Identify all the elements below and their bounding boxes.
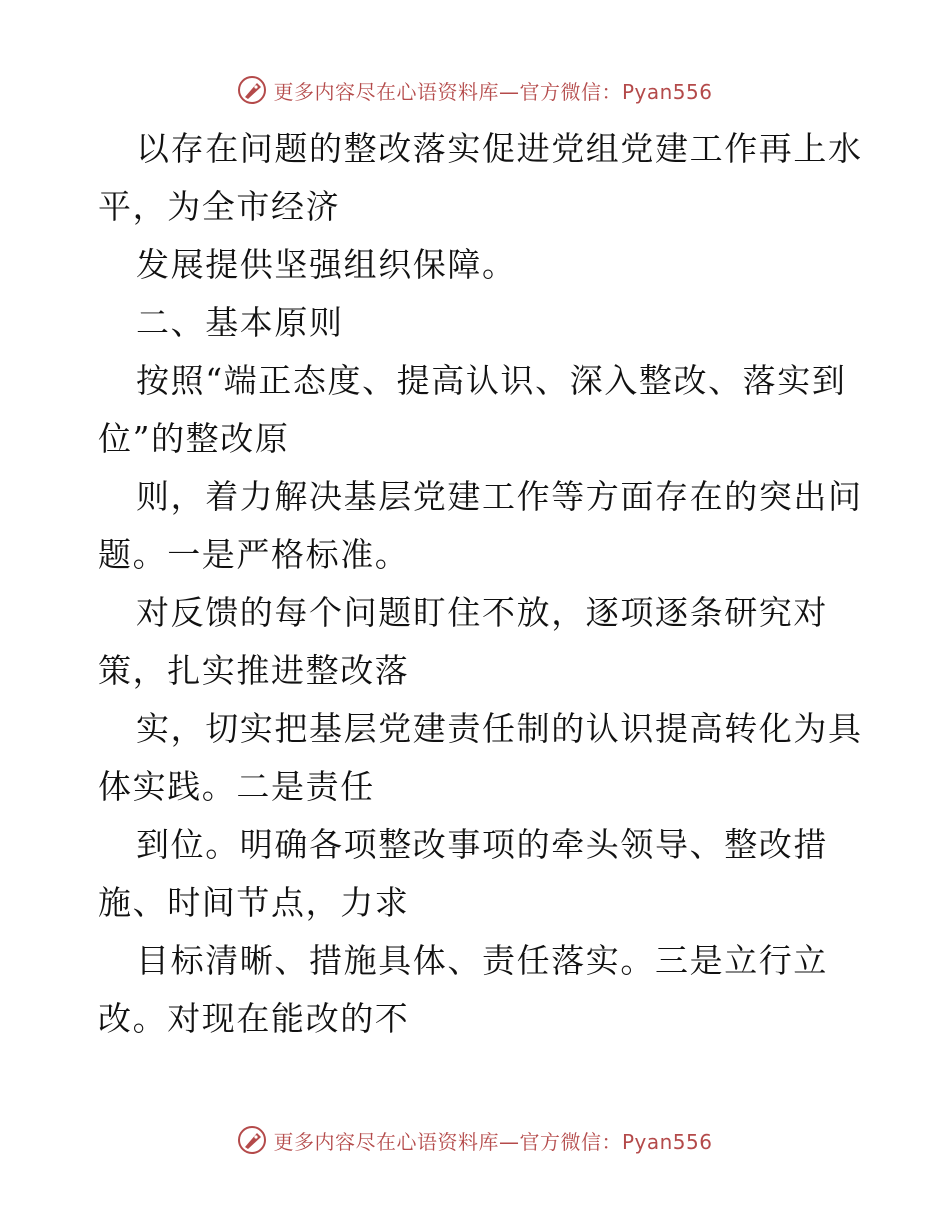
paragraph-line: 目标清晰、措施具体、责任落实。三是立行立 [136, 941, 828, 980]
paragraph-line: 策，扎实推进整改落 [98, 651, 410, 690]
footer-watermark [0, 1120, 950, 1160]
footer-watermark-text: 更多内容尽在心语资料库—官方微信：Pyan556 [273, 1129, 713, 1154]
paragraph-line: 对反馈的每个问题盯住不放，逐项逐条研究对 [136, 593, 828, 632]
pen-nib-logo-icon [237, 75, 267, 105]
section-heading: 二、基本原则 [136, 303, 344, 342]
paragraph-line: 平，为全市经济 [98, 187, 341, 226]
paragraph-line: 发展提供坚强组织保障。 [136, 245, 517, 284]
paragraph-line: 改。对现在能改的不 [98, 999, 410, 1038]
paragraph-line: 题。一是严格标准。 [98, 535, 410, 574]
pen-nib-logo-icon [237, 1125, 267, 1155]
header-watermark [0, 70, 950, 110]
document-body [98, 120, 863, 1048]
paragraph-line: 实，切实把基层党建责任制的认识提高转化为具 [136, 709, 863, 748]
paragraph-line: 到位。明确各项整改事项的牵头领导、整改措 [136, 825, 828, 864]
paragraph-line: 体实践。二是责任 [98, 767, 375, 806]
header-watermark-text: 更多内容尽在心语资料库—官方微信：Pyan556 [273, 79, 713, 104]
paragraph-line: 施、时间节点，力求 [98, 883, 410, 922]
paragraph-line: 按照“端正态度、提高认识、深入整改、落实到 [136, 361, 847, 400]
paragraph-line: 以存在问题的整改落实促进党组党建工作再上水 [136, 129, 863, 168]
paragraph-line: 则，着力解决基层党建工作等方面存在的突出问 [136, 477, 863, 516]
paragraph-line: 位”的整改原 [98, 419, 290, 458]
